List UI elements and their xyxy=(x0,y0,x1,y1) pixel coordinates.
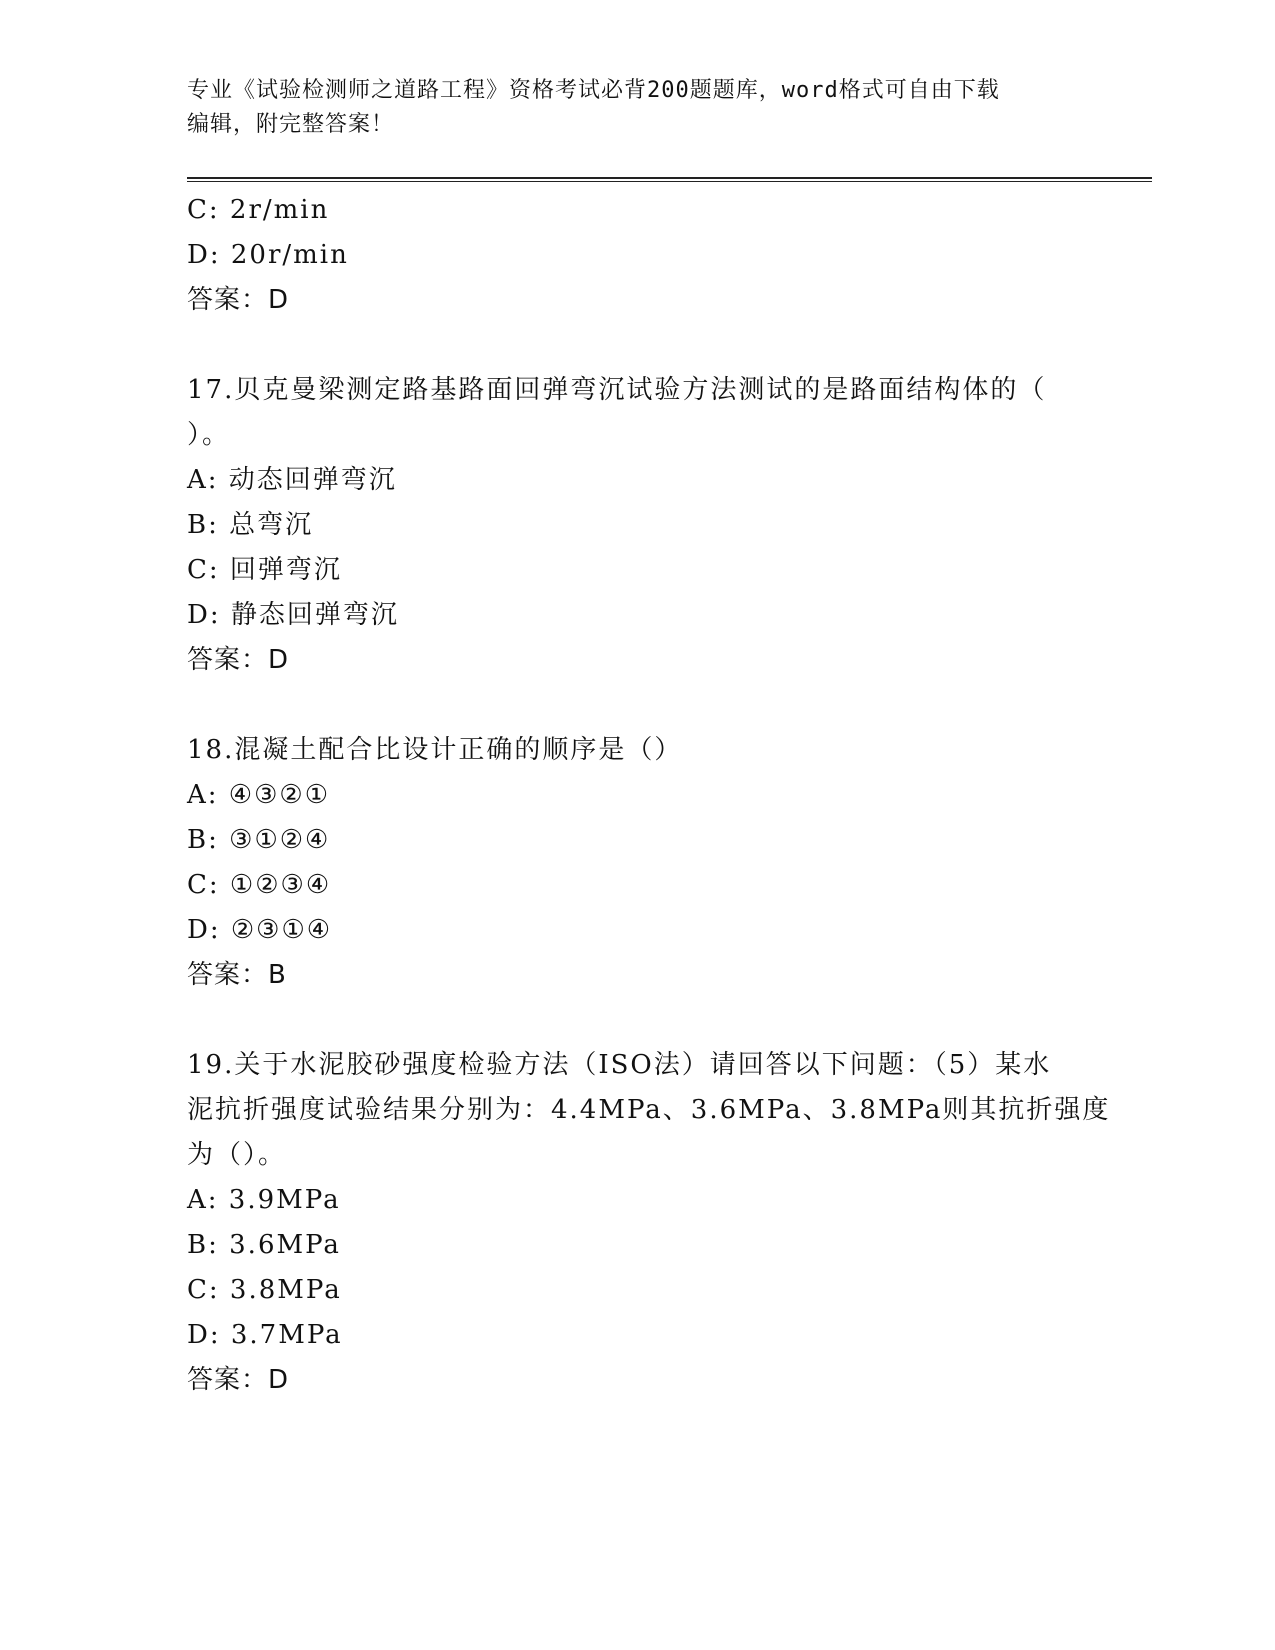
q18-option-d: D: ②③①④ xyxy=(187,915,333,945)
q19-stem-line-2: 泥抗折强度试验结果分别为：4.4MPa、3.6MPa、3.8MPa则其抗折强度 xyxy=(187,1095,1111,1125)
q19-option-b: B: 3.6MPa xyxy=(187,1230,341,1260)
header-divider xyxy=(187,177,1152,182)
q17-answer: 答案：D xyxy=(187,645,290,675)
q18-option-c: C: ①②③④ xyxy=(187,870,332,900)
q16-option-d: D: 20r/min xyxy=(187,240,349,270)
q19-option-c: C: 3.8MPa xyxy=(187,1275,342,1305)
q17-stem-line-2: ）。 xyxy=(187,420,231,450)
header-line-1: 专业《试验检测师之道路工程》资格考试必背200题题库，word格式可自由下载 xyxy=(187,78,1000,103)
document-header xyxy=(187,74,1087,142)
q16-option-c: C: 2r/min xyxy=(187,195,330,225)
q16-answer: 答案：D xyxy=(187,285,290,315)
q17-option-b: B: 总弯沉 xyxy=(187,510,314,540)
q17-option-d: D: 静态回弹弯沉 xyxy=(187,600,399,630)
q17-option-a: A: 动态回弹弯沉 xyxy=(187,465,397,495)
header-line-2: 编辑，附完整答案！ xyxy=(187,112,395,137)
q19-option-a: A: 3.9MPa xyxy=(187,1185,341,1215)
q19-answer: 答案：D xyxy=(187,1365,290,1395)
q18-option-a: A: ④③②① xyxy=(187,780,331,810)
q19-option-d: D: 3.7MPa xyxy=(187,1320,343,1350)
q18-answer: 答案：B xyxy=(187,960,287,990)
q18-stem: 18.混凝土配合比设计正确的顺序是（） xyxy=(187,735,683,765)
q17-stem-line-1: 17.贝克曼梁测定路基路面回弹弯沉试验方法测试的是路面结构体的（ xyxy=(187,375,1047,405)
q19-stem-line-1: 19.关于水泥胶砂强度检验方法（ISO法）请回答以下问题：（5）某水 xyxy=(187,1050,1052,1080)
q18-option-b: B: ③①②④ xyxy=(187,825,331,855)
q17-option-c: C: 回弹弯沉 xyxy=(187,555,342,585)
q19-stem-line-3: 为（）。 xyxy=(187,1140,287,1170)
